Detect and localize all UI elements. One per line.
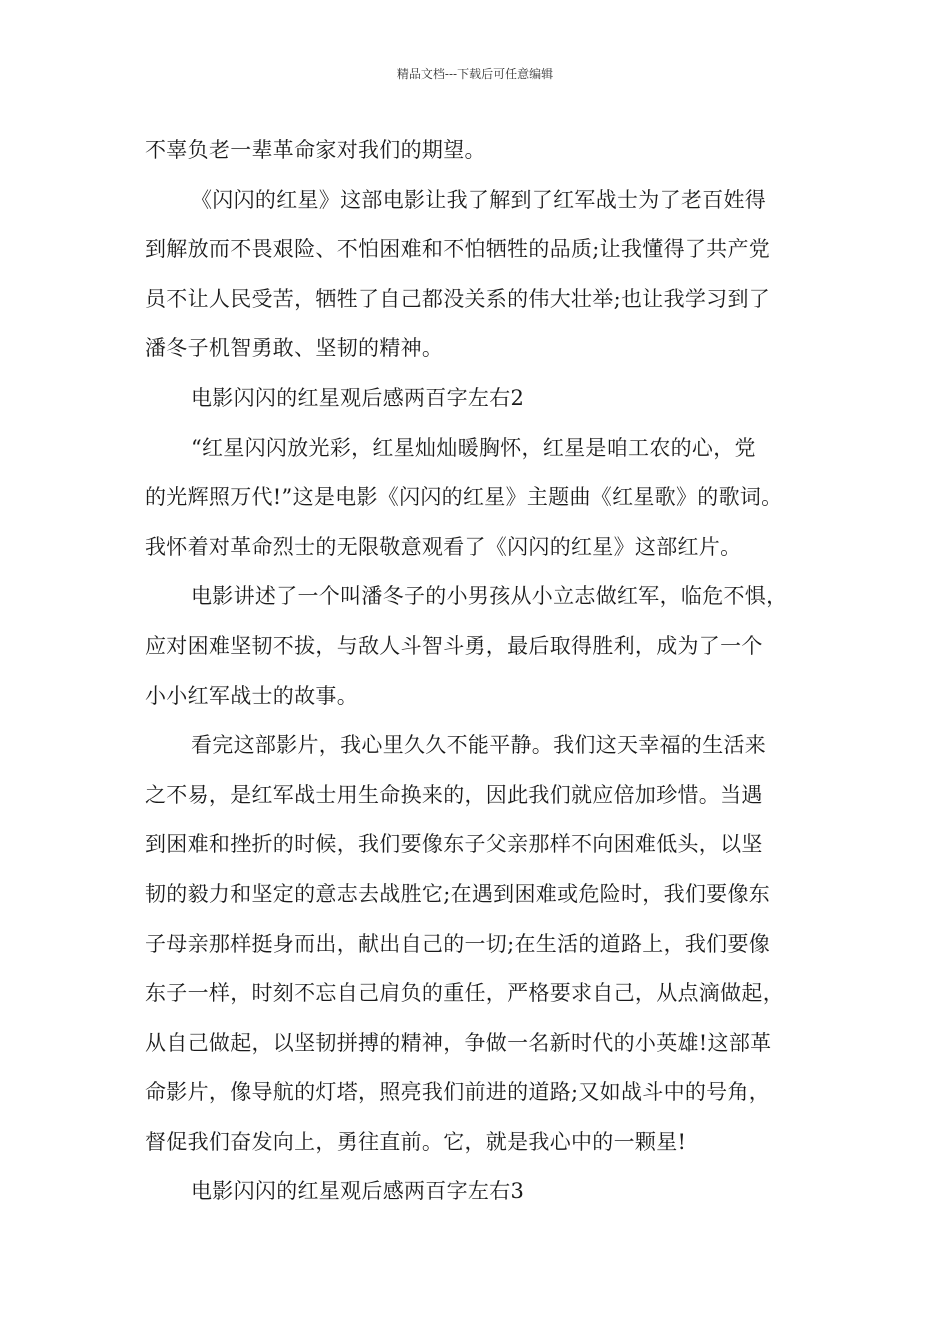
text-line: 韧的毅力和坚定的意志去战胜它;在遇到困难或危险时，我们要像东 <box>145 881 771 906</box>
text-line: 之不易，是红军战士用生命换来的，因此我们就应倍加珍惜。当遇 <box>145 782 763 807</box>
text-line: 我怀着对革命烈士的无限敬意观看了《闪闪的红星》这部红片。 <box>145 534 742 559</box>
text-line: 小小红军战士的故事。 <box>145 683 358 708</box>
text-line: 从自己做起，以坚韧拼搏的精神，争做一名新时代的小英雄!这部革 <box>145 1030 772 1055</box>
paragraph-start-line: 电影讲述了一个叫潘冬子的小男孩从小立志做红军，临危不惧， <box>191 584 788 609</box>
paragraph-start-line: 看完这部影片，我心里久久不能平静。我们这天幸福的生活来 <box>191 733 767 758</box>
section-heading-3: 电影闪闪的红星观后感两百字左右3 <box>191 1179 525 1204</box>
text-line: 潘冬子机智勇敢、坚韧的精神。 <box>145 336 444 361</box>
text-line: 东子一样，时刻不忘自己肩负的重任，严格要求自己，从点滴做起， <box>145 981 784 1006</box>
text-line: 应对困难坚韧不拔，与敌人斗智斗勇，最后取得胜利，成为了一个 <box>145 633 763 658</box>
paragraph-start-line: 《闪闪的红星》这部电影让我了解到了红军战士为了老百姓得 <box>191 187 767 212</box>
page-header: 精品文档---下载后可任意编辑 <box>396 67 554 81</box>
paragraph-start-line: “红星闪闪放光彩，红星灿灿暖胸怀，红星是咱工农的心，党 <box>191 435 756 460</box>
text-line: 到困难和挫折的时候，我们要像东子父亲那样不向困难低头，以坚 <box>145 832 763 857</box>
section-heading-2: 电影闪闪的红星观后感两百字左右2 <box>191 385 525 410</box>
text-line: 命影片，像导航的灯塔，照亮我们前进的道路;又如战斗中的号角， <box>145 1080 771 1105</box>
document-body <box>145 126 835 1217</box>
text-line: 的光辉照万代!”这是电影《闪闪的红星》主题曲《红星歌》的歌词。 <box>145 485 783 510</box>
text-line: 不辜负老一辈革命家对我们的期望。 <box>145 138 486 162</box>
text-line: 员不让人民受苦，牺牲了自己都没关系的伟大壮举;也让我学习到了 <box>145 286 771 311</box>
text-line: 到解放而不畏艰险、不怕困难和不怕牺牲的品质;让我懂得了共产党 <box>145 237 771 262</box>
text-line: 督促我们奋发向上，勇往直前。它，就是我心中的一颗星! <box>145 1129 687 1154</box>
text-line: 子母亲那样挺身而出，献出自己的一切;在生活的道路上，我们要像 <box>145 931 771 956</box>
